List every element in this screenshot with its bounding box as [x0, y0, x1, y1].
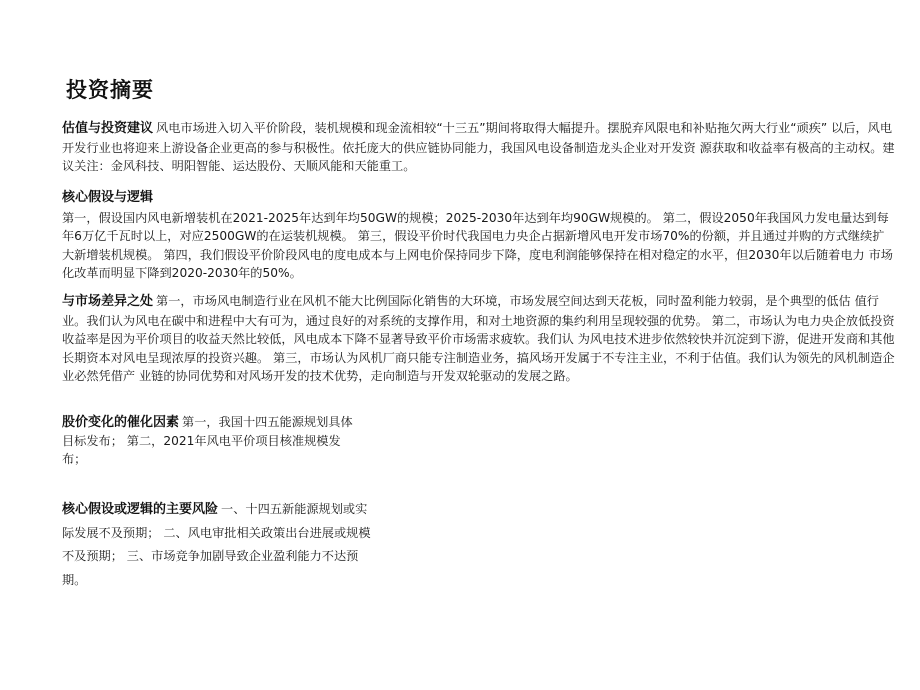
core-assumptions-heading: 核心假设与逻辑 — [62, 190, 154, 205]
risk-body: 一、十四五新能源规划或实际发展不及预期； 二、风电审批相关政策出台进展或规模不及预期； 三、市场竞争加剧导致企业盈利能力不达预期。 — [62, 502, 371, 587]
valuation-heading: 估值与投资建议 — [62, 121, 154, 136]
market-difference-section — [62, 292, 896, 386]
market-difference-heading: 与市场差异之处 — [62, 294, 154, 309]
core-assumptions-section — [62, 189, 896, 283]
market-difference-body: 第一，市场风电制造行业在风机不能大比例国际化销售的大环境，市场发展空间达到天花板，同时盈利能力较弱，是个典型的低估 值行业。我们认为风电在碳中和进程中大有可为，通过良好的对系统的支撑作用，和对土地资源的集约利用呈现较强的优势。 第二，市场认为电力央企放低投资收益率是因为平价项目的收益天然比较低，风电成本下降不显著导致平价市场需求疲软。我们认 为风电技术进步依然较快并沉淀到下游，促进开发商和其他长期资本对风电呈现浓厚的投资兴趣。 第三，市场认为风机厂商只能专注制造业务，搞风场开发属于不专注主业，不利于估值。我们认为领先的风机制造企业必然凭借产 业链的协同优势和对风场开发的技术优势，走向制造与开发双轮驱动的发展之路。 — [62, 294, 895, 383]
risk-heading: 核心假设或逻辑的主要风险 — [62, 502, 219, 517]
catalyst-section — [62, 413, 362, 468]
catalyst-body: 第一，我国十四五能源规划具体目标发布； 第二，2021年风电平价项目核准规模发布； — [62, 415, 353, 466]
valuation-body: 风电市场进入切入平价阶段，装机规模和现金流相较“十三五”期间将取得大幅提升。摆脱弃风限电和补贴拖欠两大行业“顽疾” 以后，风电开发行业也将迎来上游设备企业更高的参与积极性。依托庞大的供应链协同能力，我国风电设备制造龙头企业对开发资 源获取和收益率有极高的主动权。建议关注：金风科技、明阳智能、运达股份、天顺风能和天能重工。 — [62, 121, 895, 173]
catalyst-heading: 股价变化的催化因素 — [62, 415, 180, 430]
valuation-section — [62, 119, 896, 176]
core-assumptions-body: 第一，假设国内风电新增装机在2021-2025年达到年均50GW的规模；2025-2030年达到年均90GW规模的。 第二，假设2050年我国风力发电量达到每年6万亿千瓦时以上，对应2500GW的在运装机规模。 第三，假设平价时代我国电力央企占据新增风电开发市场70%的份额，并且通过并购的方式继续扩大新增装机规模。 第四，我们假设平价阶段风电的度电成本与上网电价保持同步下降，度电利润能够保持在相对稳定的水平，但2030年以后随着电力 市场化改革而明显下降到2020-2030年的50%。 — [62, 210, 893, 280]
page-title: 投资摘要 — [66, 78, 154, 102]
risk-section — [62, 498, 372, 592]
